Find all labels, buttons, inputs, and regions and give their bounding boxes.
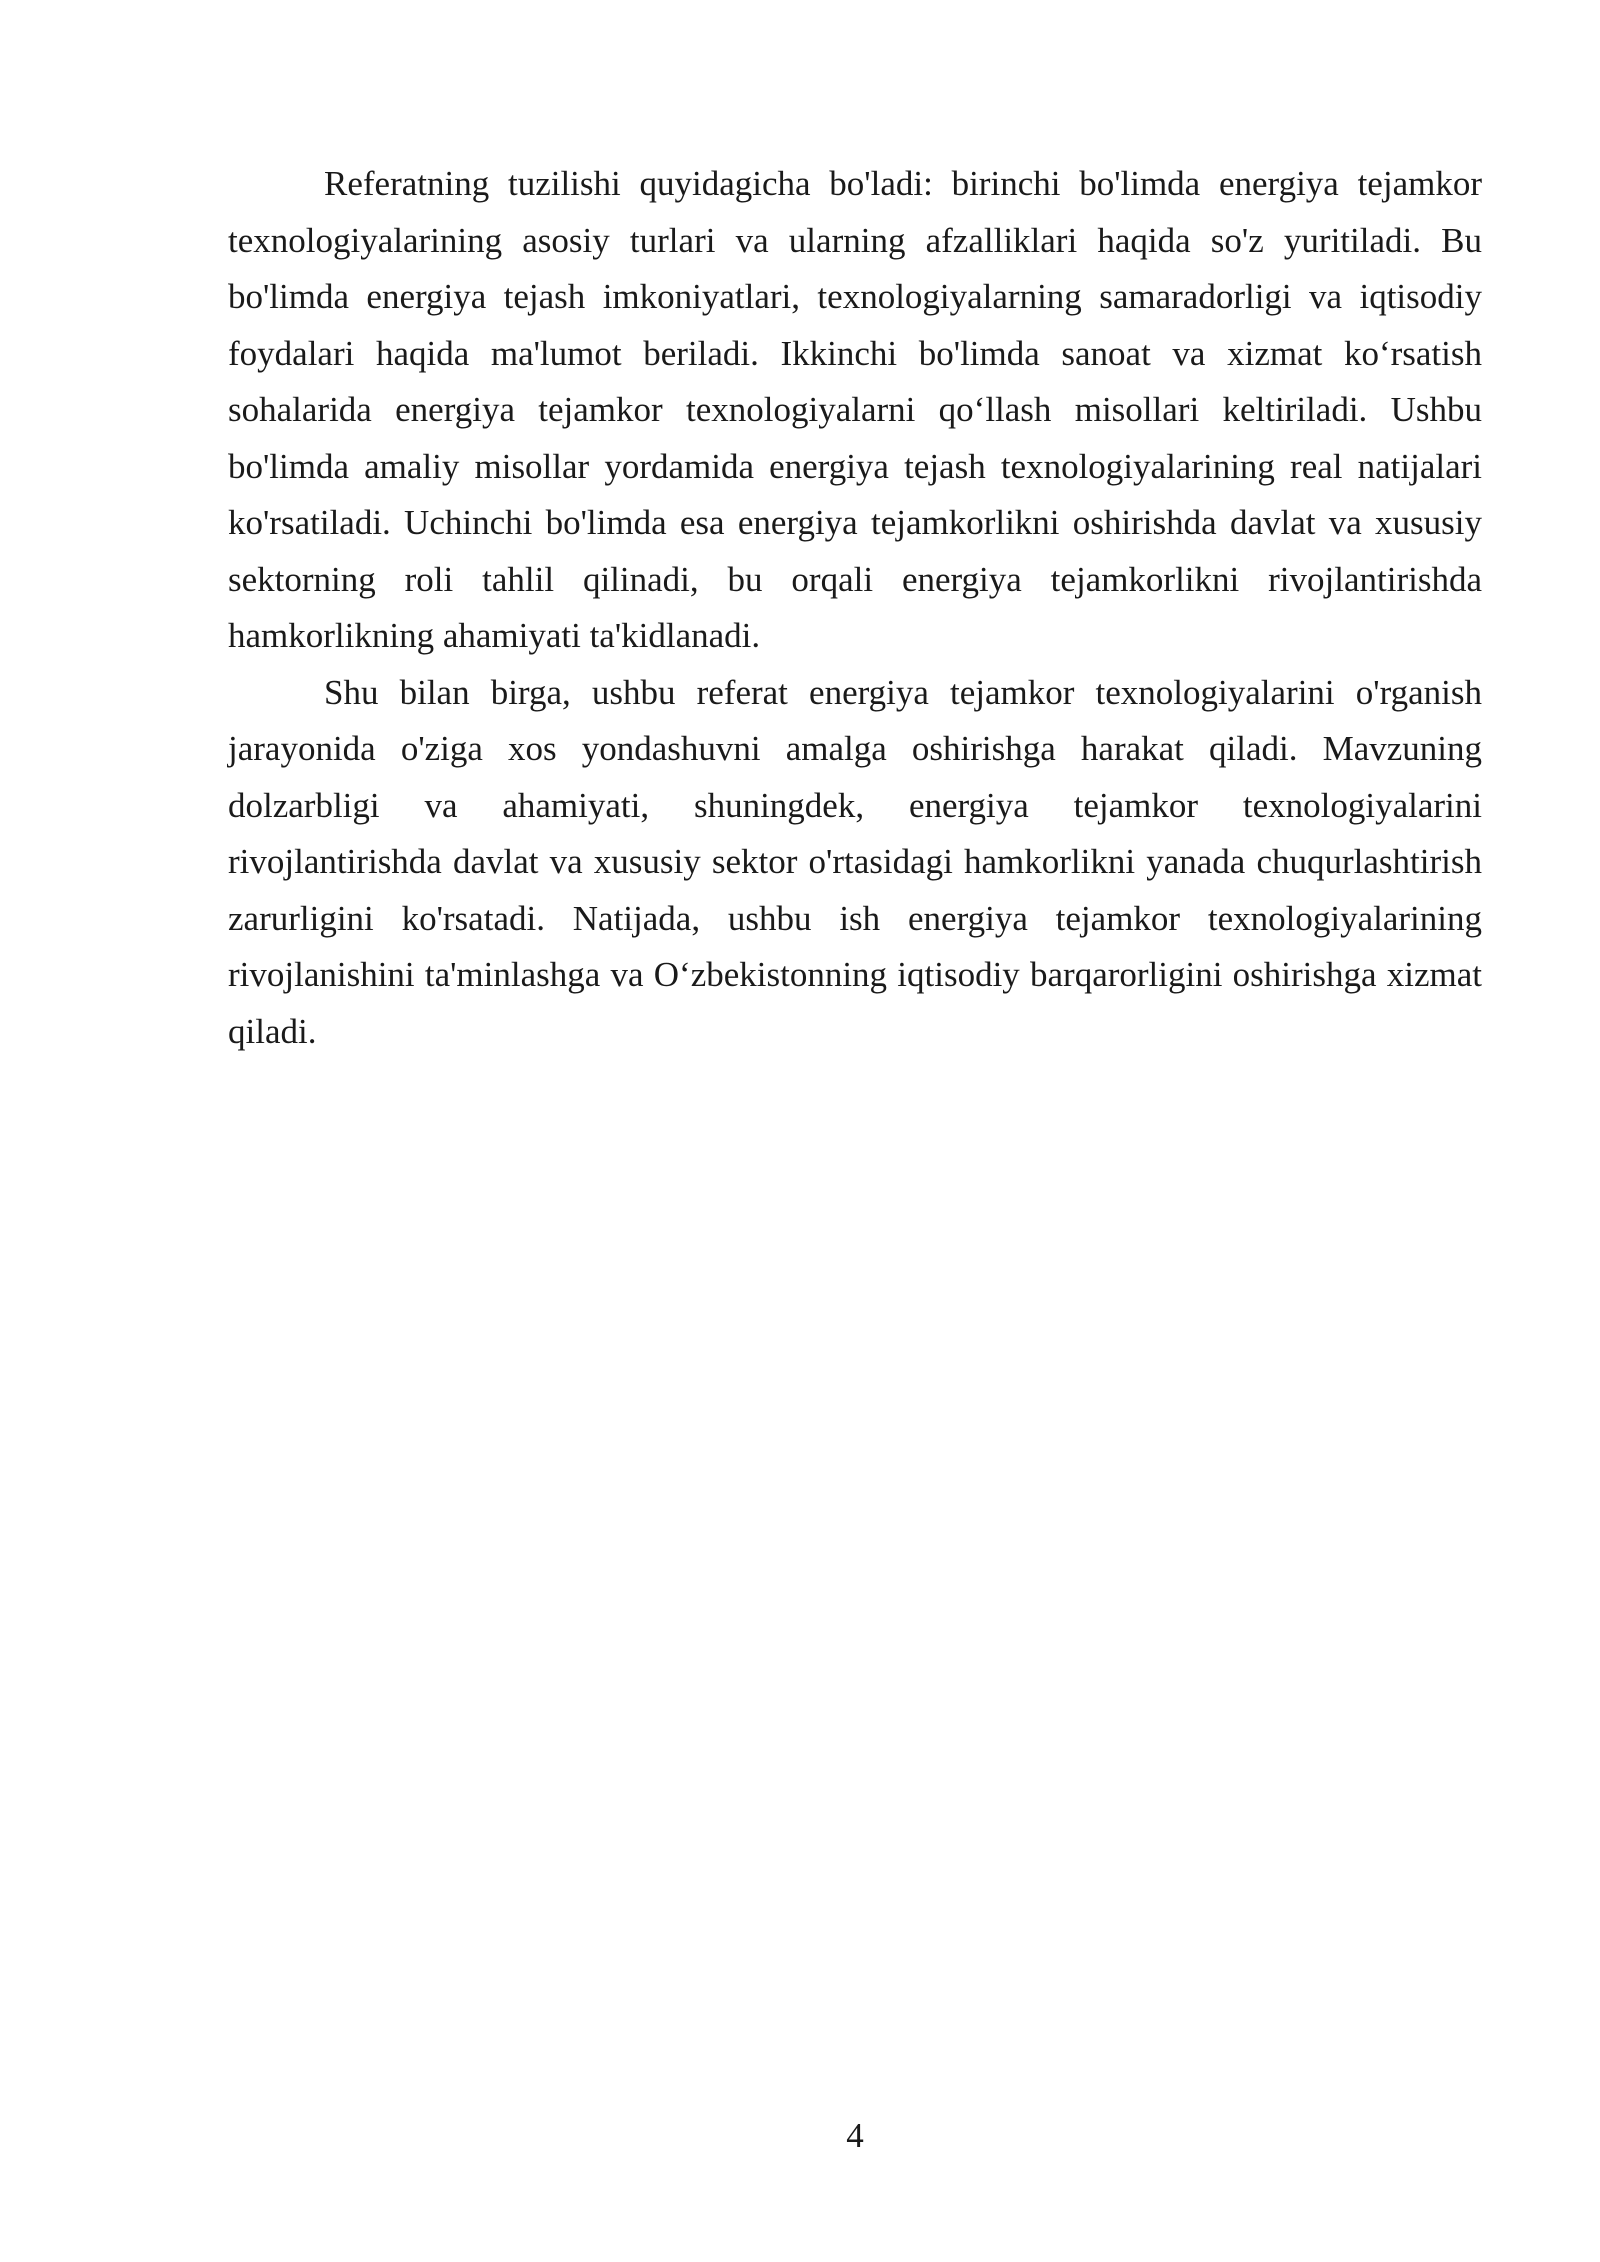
paragraph: Shu bilan birga, ushbu referat energiya tejamkor texnologiyalarini o'rganish jarayonida o'ziga xos yondashuvni amalga oshirishga harakat qiladi. Mavzuning dolzarbligi va ahamiyati, shuningdek, energiya tejamkor texnologiyalarini rivojlantirishda davlat va xususiy sektor o'rtasidagi hamkorlikni yanada chuqurlashtirish zarurligini ko'rsatadi. Natijada, ushbu ish energiya tejamkor texnologiyalarining rivojlanishini ta'minlashga va O‘zbekistonning iqtisodiy barqarorligini oshirishga xizmat qiladi. <box>228 672 1482 1051</box>
page-number: 4 <box>846 2116 864 2155</box>
body-text <box>228 156 1482 1060</box>
paragraph: Referatning tuzilishi quyidagicha bo'ladi: birinchi bo'limda energiya tejamkor texnologiyalarining asosiy turlari va ularning afzalliklari haqida so'z yuritiladi. Bu bo'limda energiya tejash imkoniyatlari, texnologiyalarning samaradorligi va iqtisodiy foydalari haqida ma'lumot beriladi. Ikkinchi bo'limda sanoat va xizmat ko‘rsatish sohalarida energiya tejamkor texnologiyalarni qo‘llash misollari keltiriladi. Ushbu bo'limda amaliy misollar yordamida energiya tejash texnologiyalarining real natijalari ko'rsatiladi. Uchinchi bo'limda esa energiya tejamkorlikni oshirishda davlat va xususiy sektorning roli tahlil qilinadi, bu orqali energiya tejamkorlikni rivojlantirishda hamkorlikning ahamiyati ta'kidlanadi. <box>228 164 1482 655</box>
